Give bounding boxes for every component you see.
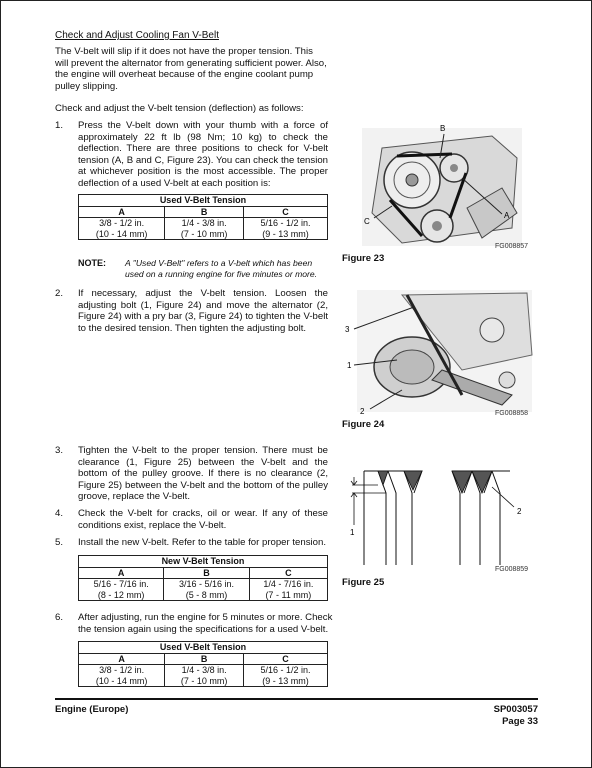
figure-25-pulley-groove-illustration: [342, 455, 538, 567]
table-header: A: [79, 567, 164, 579]
table-cell: 1/4 - 3/8 in.: [165, 218, 244, 229]
table-cell: 3/8 - 1/2 in.: [79, 218, 165, 229]
section-heading: Check and Adjust Cooling Fan V-Belt: [55, 30, 219, 41]
step-text: Install the new V-belt. Refer to the table for proper tension.: [78, 537, 326, 548]
step-number: 5.: [55, 537, 64, 548]
table-cell: (10 - 14 mm): [79, 229, 165, 240]
footer-section-title: Engine (Europe): [55, 704, 129, 715]
callout-a: A: [504, 211, 510, 220]
table-cell: 5/16 - 7/16 in.: [79, 579, 164, 590]
used-belt-tension-table: [78, 194, 328, 240]
table-cell: 5/16 - 1/2 in.: [243, 218, 327, 229]
step-number: 6.: [55, 612, 64, 623]
table-title: Used V-Belt Tension: [79, 195, 328, 207]
table-header: B: [165, 653, 244, 665]
table-header: A: [79, 653, 165, 665]
callout-1: 1: [347, 361, 352, 370]
table-header: B: [164, 567, 249, 579]
callout-1: 1: [350, 528, 355, 537]
table-title: Used V-Belt Tension: [79, 642, 328, 654]
callout-c: C: [364, 217, 370, 226]
table-cell: (8 - 12 mm): [79, 590, 164, 601]
callout-2: 2: [360, 407, 365, 416]
step-text: After adjusting, run the engine for 5 minutes or more. Check the tension again using the specifications for a used V-belt.: [78, 612, 333, 635]
lead-paragraph: Check and adjust the V-belt tension (deflection) as follows:: [55, 103, 304, 114]
table-header: A: [79, 206, 165, 218]
table-cell: (7 - 11 mm): [249, 590, 327, 601]
step-text: If necessary, adjust the V-belt tension. Loosen the adjusting bolt (1, Figure 24) and move the alternator (2, Figure 24) with a pry bar (3, Figure 24) to tighten the V-belt to the desired tension. Then tighten the adjusting bolt.: [78, 288, 328, 334]
note-label: NOTE:: [78, 258, 106, 268]
callout-b: B: [440, 124, 446, 133]
table-cell: (7 - 10 mm): [165, 229, 244, 240]
table-header: B: [165, 206, 244, 218]
footer-rule: [55, 698, 538, 700]
step-number: 3.: [55, 445, 64, 456]
table-cell: 5/16 - 1/2 in.: [243, 665, 327, 676]
step-text: Check the V-belt for cracks, oil or wear. If any of these conditions exist, replace the V-belt.: [78, 508, 328, 531]
figure-25-caption: Figure 25: [342, 577, 385, 588]
step-number: 4.: [55, 508, 64, 519]
new-belt-tension-table: [78, 555, 328, 601]
table-cell: (9 - 13 mm): [243, 229, 327, 240]
step-text: Press the V-belt down with your thumb with a force of approximately 22 ft lb (98 Nm; 10 kg) to check the deflection. There are three positions to check for V-belt tension (A, B and C, Figure 23). You can check the tension at whichever position is the most accessible. The proper deflection of a used V-belt at each position is:: [78, 120, 328, 189]
step-number: 1.: [55, 120, 64, 131]
table-cell: 3/8 - 1/2 in.: [79, 665, 165, 676]
callout-2: 2: [517, 507, 522, 516]
table-cell: (9 - 13 mm): [243, 676, 327, 687]
figure-code: FG008857: [495, 243, 529, 250]
figure-23-caption: Figure 23: [342, 253, 385, 264]
step-text: Tighten the V-belt to the proper tension. There must be clearance (1, Figure 25) between the V-belt and the bottom of the pulley groove. If there is no clearance (2, Figure 25) between the V-belt and the bottom of the pulley groove, replace the V-belt.: [78, 445, 328, 503]
table-cell: 1/4 - 7/16 in.: [249, 579, 327, 590]
used-belt-tension-table-repeat: [78, 641, 328, 687]
footer-page-number: Page 33: [502, 716, 538, 727]
table-cell: 3/16 - 5/16 in.: [164, 579, 249, 590]
figure-code: FG008859: [495, 566, 529, 573]
note-text: A "Used V-Belt" refers to a V-belt which has been used on a running engine for five minutes or more.: [125, 258, 318, 279]
callout-3: 3: [345, 325, 350, 334]
table-header: C: [249, 567, 327, 579]
figure-24-caption: Figure 24: [342, 419, 385, 430]
table-cell: (10 - 14 mm): [79, 676, 165, 687]
figure-24-alternator-adjust-illustration: [342, 285, 538, 417]
table-cell: 1/4 - 3/8 in.: [165, 665, 244, 676]
table-header: C: [243, 653, 327, 665]
figure-code: FG008858: [495, 410, 529, 417]
table-header: C: [243, 206, 327, 218]
figure-23-engine-belt-illustration: [342, 118, 538, 254]
footer-doc-number: SP003057: [493, 704, 538, 715]
step-number: 2.: [55, 288, 64, 299]
table-cell: (7 - 10 mm): [165, 676, 244, 687]
table-title: New V-Belt Tension: [79, 556, 328, 568]
intro-paragraph: The V-belt will slip if it does not have the proper tension. This will prevent the alternator from generating sufficient power. Also, the engine will overheat because of the engine coolant pump pulley slipping.: [55, 46, 327, 92]
table-cell: (5 - 8 mm): [164, 590, 249, 601]
